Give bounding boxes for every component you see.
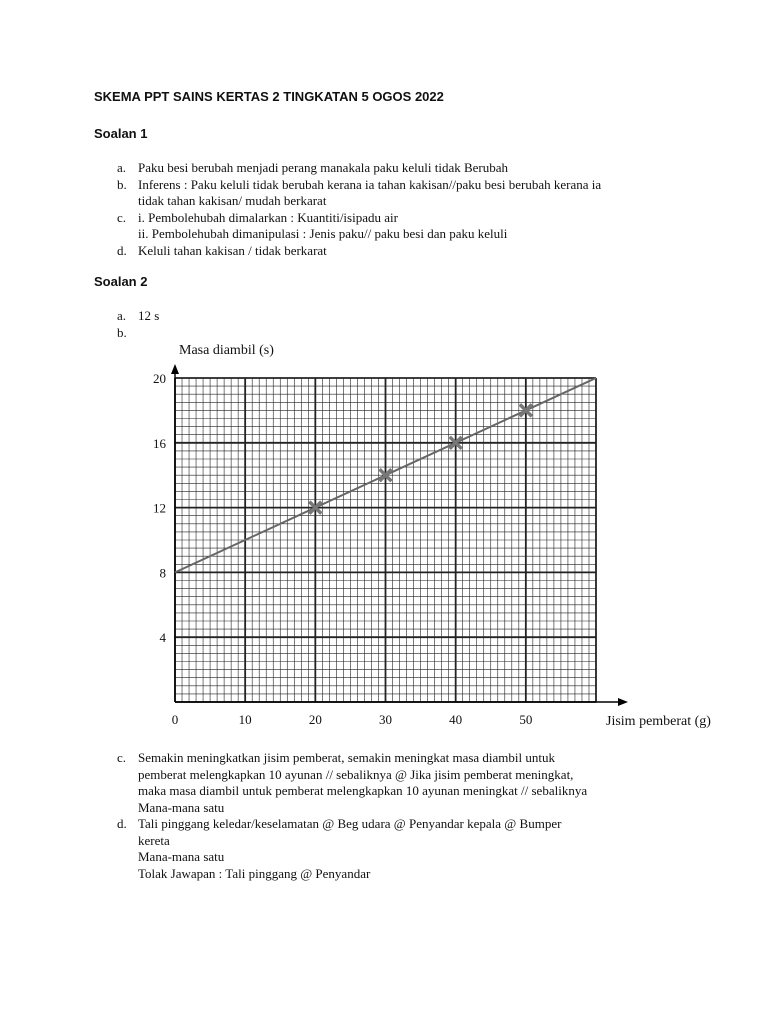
graph-masa-vs-jisim xyxy=(0,330,768,740)
x-tick-label: 0 xyxy=(171,712,179,727)
x-tick-label: 50 xyxy=(519,712,533,727)
answer-text: Tali pinggang keledar/keselamatan @ Beg udara @ Penyandar kepala @ Bumper xyxy=(138,816,562,831)
heading-soalan-2: Soalan 2 xyxy=(94,274,148,289)
y-tick-label: 4 xyxy=(159,630,166,646)
soalan-2-answers-cd xyxy=(117,750,727,882)
answer-2d-rejected: Tolak Jawapan : Tali pinggang @ Penyandar xyxy=(138,865,371,881)
x-axis-label: Jisim pemberat (g) xyxy=(606,714,711,729)
y-tick-label: 16 xyxy=(153,435,166,451)
answer-2c xyxy=(117,750,727,767)
answer-1b-continuation: tidak tahan kakisan/ mudah berkarat xyxy=(138,193,327,208)
x-tick-label: 20 xyxy=(308,712,322,727)
y-tick-label: 8 xyxy=(159,565,166,581)
answer-2d-line-2: kereta xyxy=(138,832,170,848)
soalan-1-answers xyxy=(117,160,727,259)
x-tick-label: 30 xyxy=(379,712,392,727)
answer-text: Inferens : Paku keluli tidak berubah kerana ia tahan kakisan//paku besi berubah kerana ia xyxy=(138,176,602,192)
marker: c. xyxy=(117,750,127,765)
answer-2c-note: Mana-mana satu xyxy=(138,799,225,815)
answer-1c xyxy=(117,210,727,227)
y-tick-label: 12 xyxy=(153,500,166,516)
y-axis-label: Masa diambil (s) xyxy=(179,343,274,358)
x-tick-label: 40 xyxy=(449,712,463,727)
answer-text: Semakin meningkatkan jisim pemberat, semakin meningkat masa diambil untuk xyxy=(138,750,555,765)
answer-2d-note: Mana-mana satu xyxy=(138,849,225,864)
answer-2c-line-2: pemberat melengkapkan 10 ayunan // sebaliknya @ Jika jisim pemberat meningkat, xyxy=(138,766,574,782)
marker: a. xyxy=(117,160,127,175)
marker: b. xyxy=(117,324,127,340)
y-axis-arrow xyxy=(171,364,179,374)
answer-1b xyxy=(117,177,727,194)
marker: d. xyxy=(117,816,127,831)
document-title: SKEMA PPT SAINS KERTAS 2 TINGKATAN 5 OGOS 2022 xyxy=(94,89,444,104)
marker: c. xyxy=(117,209,127,225)
x-axis-arrow xyxy=(618,698,628,706)
answer-2c-line-3: maka masa diambil untuk pemberat melengkapkan 10 ayunan meningkat // sebaliknya xyxy=(138,783,588,798)
x-tick-label: 10 xyxy=(238,712,252,727)
answer-text: Paku besi berubah menjadi perang manakala paku keluli tidak Berubah xyxy=(138,160,509,175)
marker: b. xyxy=(117,176,127,192)
answer-text: i. Pembolehubah dimalarkan : Kuantiti/isipadu air xyxy=(138,209,398,225)
answer-1a xyxy=(117,160,727,177)
y-tick-label: 20 xyxy=(153,371,166,386)
heading-soalan-1: Soalan 1 xyxy=(94,126,148,141)
marker: d. xyxy=(117,242,127,258)
answer-text: 12 s xyxy=(138,308,160,323)
answer-2a xyxy=(117,308,727,325)
answer-2d xyxy=(117,816,727,833)
answer-1d xyxy=(117,243,727,260)
answer-1c-ii: ii. Pembolehubah dimanipulasi : Jenis paku// paku besi dan paku keluli xyxy=(138,226,508,241)
marker: a. xyxy=(117,308,127,323)
answer-text: Keluli tahan kakisan / tidak berkarat xyxy=(138,242,327,258)
